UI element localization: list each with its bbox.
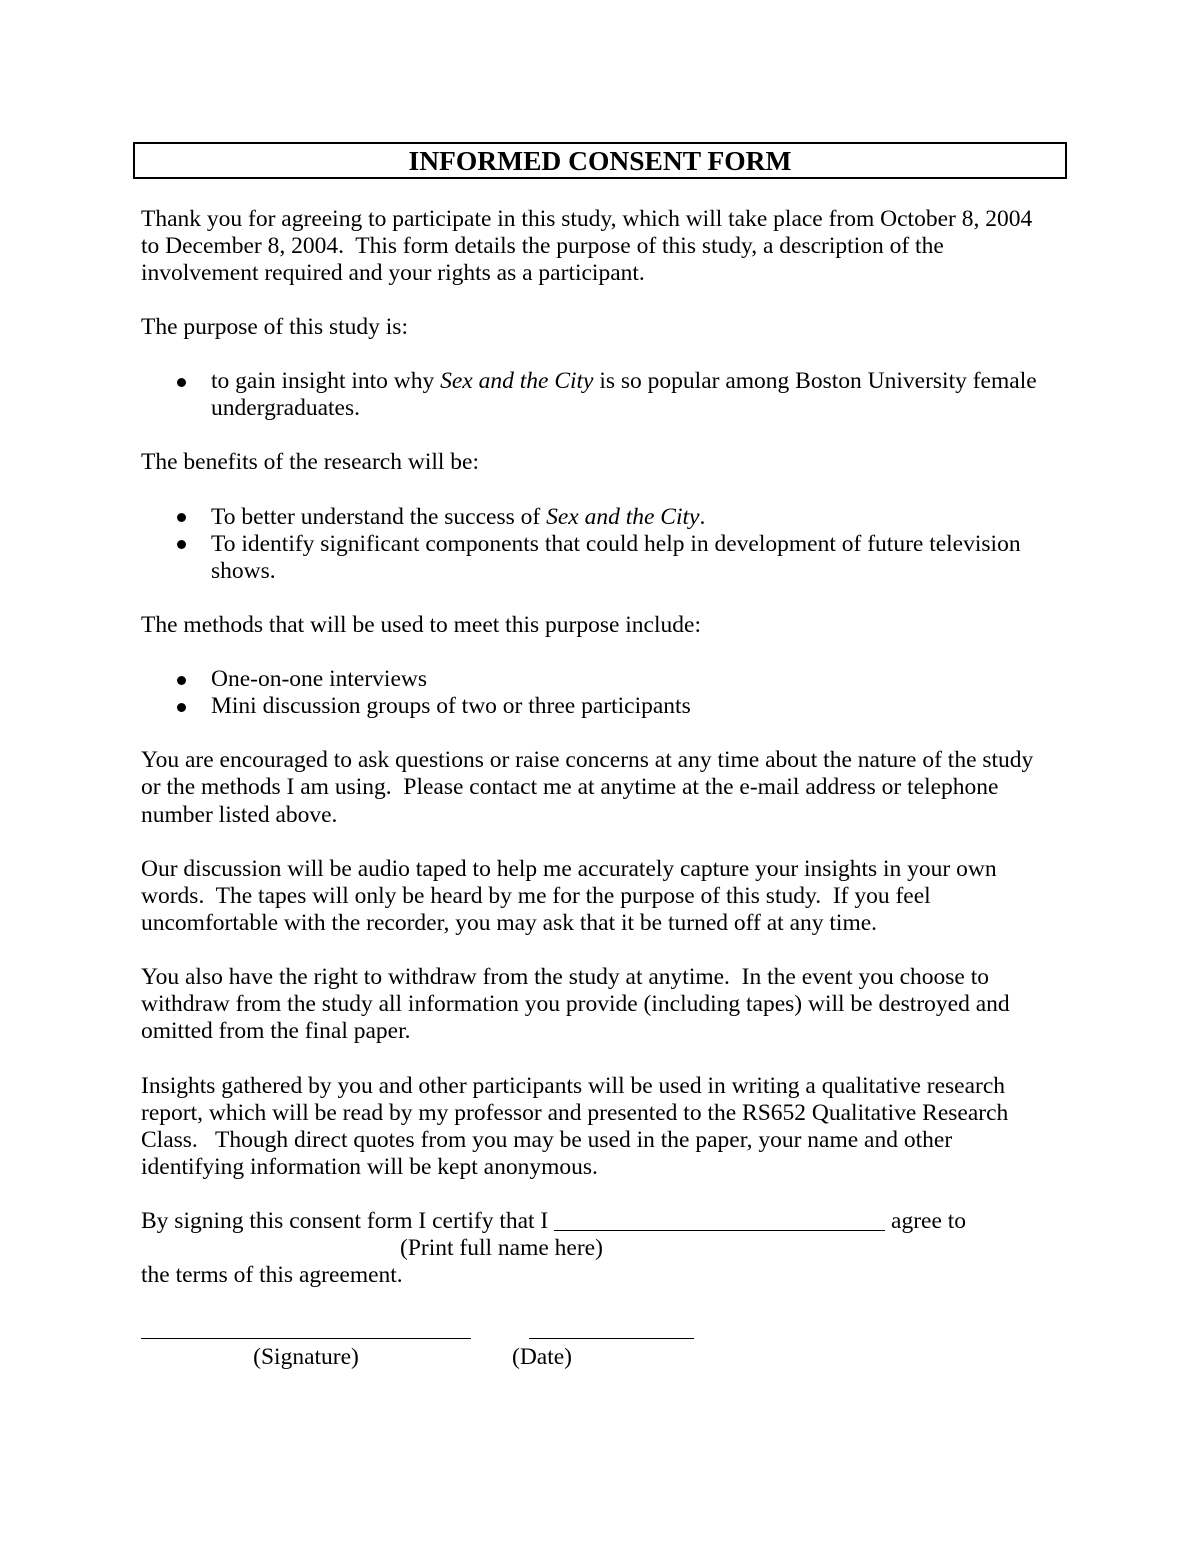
purpose-item-line	[211, 368, 1141, 395]
bullet-icon	[177, 378, 186, 387]
insights-line: identifying information will be kept anonymous.	[141, 1153, 598, 1180]
methods-heading: The methods that will be used to meet this purpose include:	[141, 611, 701, 638]
full-name-caption: (Print full name here)	[400, 1235, 603, 1262]
audio-line: Our discussion will be audio taped to help me accurately capture your insights in your own	[141, 855, 997, 882]
intro-paragraph	[141, 206, 1141, 287]
certification-paragraph	[141, 1208, 1141, 1289]
form-body	[141, 206, 1141, 1290]
benefit-item-continuation: shows.	[211, 557, 276, 584]
signature-section	[141, 1290, 741, 1380]
list-item	[141, 666, 1141, 693]
methods-list	[141, 666, 1141, 720]
intro-line: Thank you for agreeing to participate in this study, which will take place from October 8, 2004	[141, 205, 1033, 232]
benefit-item-line	[211, 504, 1141, 531]
purpose-item-text: is so popular among Boston University female	[593, 368, 1037, 395]
withdrawal-line: You also have the right to withdraw from the study at anytime. In the event you choose to	[141, 964, 990, 991]
bullet-icon	[177, 540, 186, 549]
withdrawal-line: omitted from the final paper.	[141, 1018, 411, 1045]
withdrawal-line: withdraw from the study all information you provide (including tapes) will be destroyed and	[141, 991, 1010, 1018]
insights-line: Insights gathered by you and other participants will be used in writing a qualitative research	[141, 1072, 1006, 1099]
certification-closing: the terms of this agreement.	[141, 1262, 403, 1289]
show-title-italic: Sex and the City	[440, 368, 594, 395]
purpose-list	[141, 368, 1141, 422]
list-item	[141, 368, 1141, 422]
benefit-item-text: .	[699, 503, 706, 530]
purpose-section-heading	[141, 314, 1141, 341]
withdrawal-paragraph	[141, 964, 1141, 1045]
list-item	[141, 504, 1141, 531]
intro-line: to December 8, 2004. This form details the purpose of this study, a description of the	[141, 232, 944, 259]
benefit-item-text: To better understand the success of	[211, 503, 547, 530]
purpose-item-text: to gain insight into why	[211, 368, 441, 395]
benefits-heading: The benefits of the research will be:	[141, 449, 479, 476]
certification-text: agree to	[885, 1207, 967, 1234]
list-item	[141, 693, 1141, 720]
audio-line: uncomfortable with the recorder, you may ask that it be turned off at any time.	[141, 909, 878, 936]
date-blank-line	[529, 1338, 694, 1339]
bullet-icon	[177, 703, 186, 712]
bullet-icon	[177, 676, 186, 685]
purpose-item-continuation: undergraduates.	[211, 395, 360, 422]
certification-line	[141, 1208, 1141, 1235]
form-title: INFORMED CONSENT FORM	[408, 145, 792, 176]
benefits-section-heading	[141, 449, 1141, 476]
benefit-item-line: To identify significant components that could help in development of future television	[211, 530, 1021, 557]
questions-line: or the methods I am using. Please contact me at anytime at the e-mail address or telephone	[141, 774, 999, 801]
purpose-heading: The purpose of this study is:	[141, 313, 408, 340]
intro-line: involvement required and your rights as a participant.	[141, 259, 645, 286]
show-title-italic: Sex and the City	[546, 503, 700, 530]
method-item-line: One-on-one interviews	[211, 666, 427, 693]
signature-caption: (Signature)	[253, 1343, 359, 1370]
certification-text: By signing this consent form I certify that I	[141, 1207, 555, 1234]
methods-section-heading	[141, 612, 1141, 639]
bullet-icon	[177, 513, 186, 522]
signature-blank-line	[141, 1338, 471, 1339]
benefits-list	[141, 504, 1141, 585]
list-item	[141, 531, 1141, 585]
insights-paragraph	[141, 1073, 1141, 1181]
full-name-blank-line	[554, 1230, 885, 1231]
questions-line: number listed above.	[141, 801, 338, 828]
questions-line: You are encouraged to ask questions or raise concerns at any time about the nature of the study	[141, 747, 1034, 774]
insights-line: Class. Though direct quotes from you may be used in the paper, your name and other	[141, 1126, 953, 1153]
insights-line: report, which will be read by my professor and presented to the RS652 Qualitative Research	[141, 1099, 1009, 1126]
title-box	[133, 142, 1067, 179]
audio-paragraph	[141, 856, 1141, 937]
questions-paragraph	[141, 747, 1141, 828]
date-caption: (Date)	[512, 1343, 573, 1370]
method-item-line: Mini discussion groups of two or three participants	[211, 693, 691, 720]
audio-line: words. The tapes will only be heard by me for the purpose of this study. If you feel	[141, 882, 931, 909]
